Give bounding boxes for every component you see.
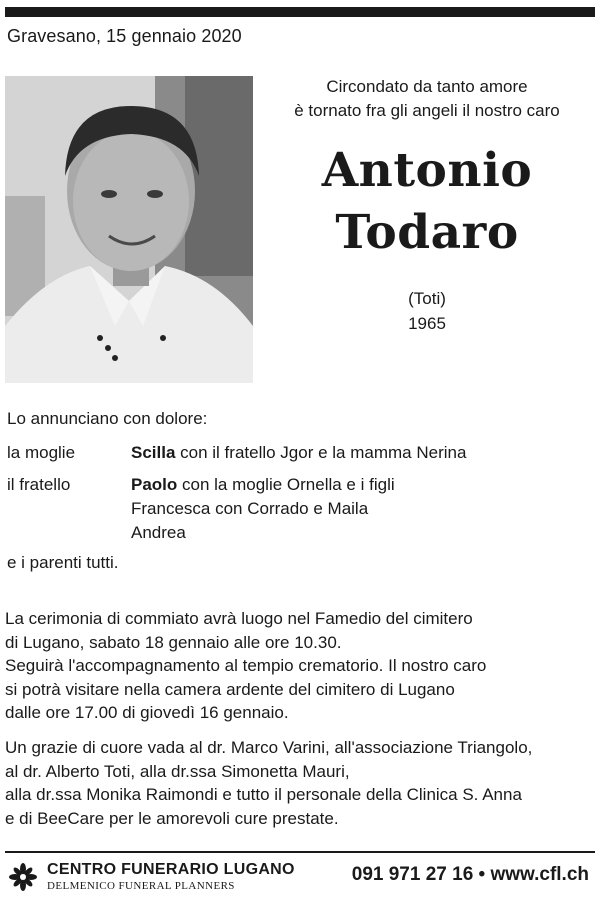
thanks-line: e di BeeCare per le amorevoli cure prestate. (5, 808, 339, 828)
place-date: Gravesano, 15 gennaio 2020 (7, 26, 242, 46)
company-subline: DELMENICO FUNERAL PLANNERS (47, 880, 235, 892)
intro-line-1: Circondato da tanto amore (326, 77, 528, 96)
family-detail: Andrea (131, 523, 186, 542)
ceremony-line: dalle ore 17.00 di giovedì 16 gennaio. (5, 703, 289, 722)
ceremony-line: di Lugano, sabato 18 gennaio alle ore 10.30. (5, 632, 342, 652)
intro-text (262, 75, 592, 123)
ceremony-paragraph (5, 607, 595, 725)
thanks-line: al dr. Alberto Toti, alla dr.ssa Simonetta Mauri, (5, 761, 350, 781)
thanks-paragraph (5, 736, 595, 830)
top-rule (5, 7, 595, 17)
relatives-line: e i parenti tutti. (7, 553, 119, 572)
birth-year: 1965 (408, 314, 446, 333)
relation-label: il fratello (7, 475, 71, 494)
bottom-rule (5, 851, 595, 853)
ceremony-line: La cerimonia di commiato avrà luogo nel Famedio del cimitero (5, 609, 473, 628)
ceremony-line: Seguirà l'accompagnamento al tempio crematorio. Il nostro caro (5, 656, 487, 675)
announcement-heading: Lo annunciano con dolore: (7, 409, 208, 428)
family-detail: Francesca con Corrado e Maila (131, 499, 369, 518)
first-name: Antonio (321, 143, 533, 198)
family-text (131, 473, 395, 545)
footer (5, 856, 595, 896)
last-name: Todaro (335, 205, 519, 260)
intro-line-2: è tornato fra gli angeli il nostro caro (294, 101, 560, 120)
family-name: Paolo (131, 475, 178, 494)
thanks-line: Un grazie di cuore vada al dr. Marco Varini, all'associazione Triangolo, (5, 738, 533, 757)
ceremony-line: si potrà visitare nella camera ardente del cimitero di Lugano (5, 679, 455, 699)
family-text (131, 441, 466, 465)
portrait-photo (5, 76, 253, 383)
company-name: CENTRO FUNERARIO LUGANO (47, 861, 295, 878)
family-detail: con il fratello Jgor e la mamma Nerina (175, 443, 467, 462)
deceased-name (262, 140, 592, 264)
thanks-line: alla dr.ssa Monika Raimondi e tutto il personale della Clinica S. Anna (5, 785, 522, 804)
family-name: Scilla (131, 443, 176, 462)
relation-label: la moglie (7, 443, 76, 462)
family-detail: con la moglie Ornella e i figli (177, 475, 395, 494)
nickname: (Toti) (408, 289, 446, 308)
contact-info: 091 971 27 16 • www.cfl.ch (351, 864, 589, 885)
flower-logo-icon (9, 863, 37, 891)
